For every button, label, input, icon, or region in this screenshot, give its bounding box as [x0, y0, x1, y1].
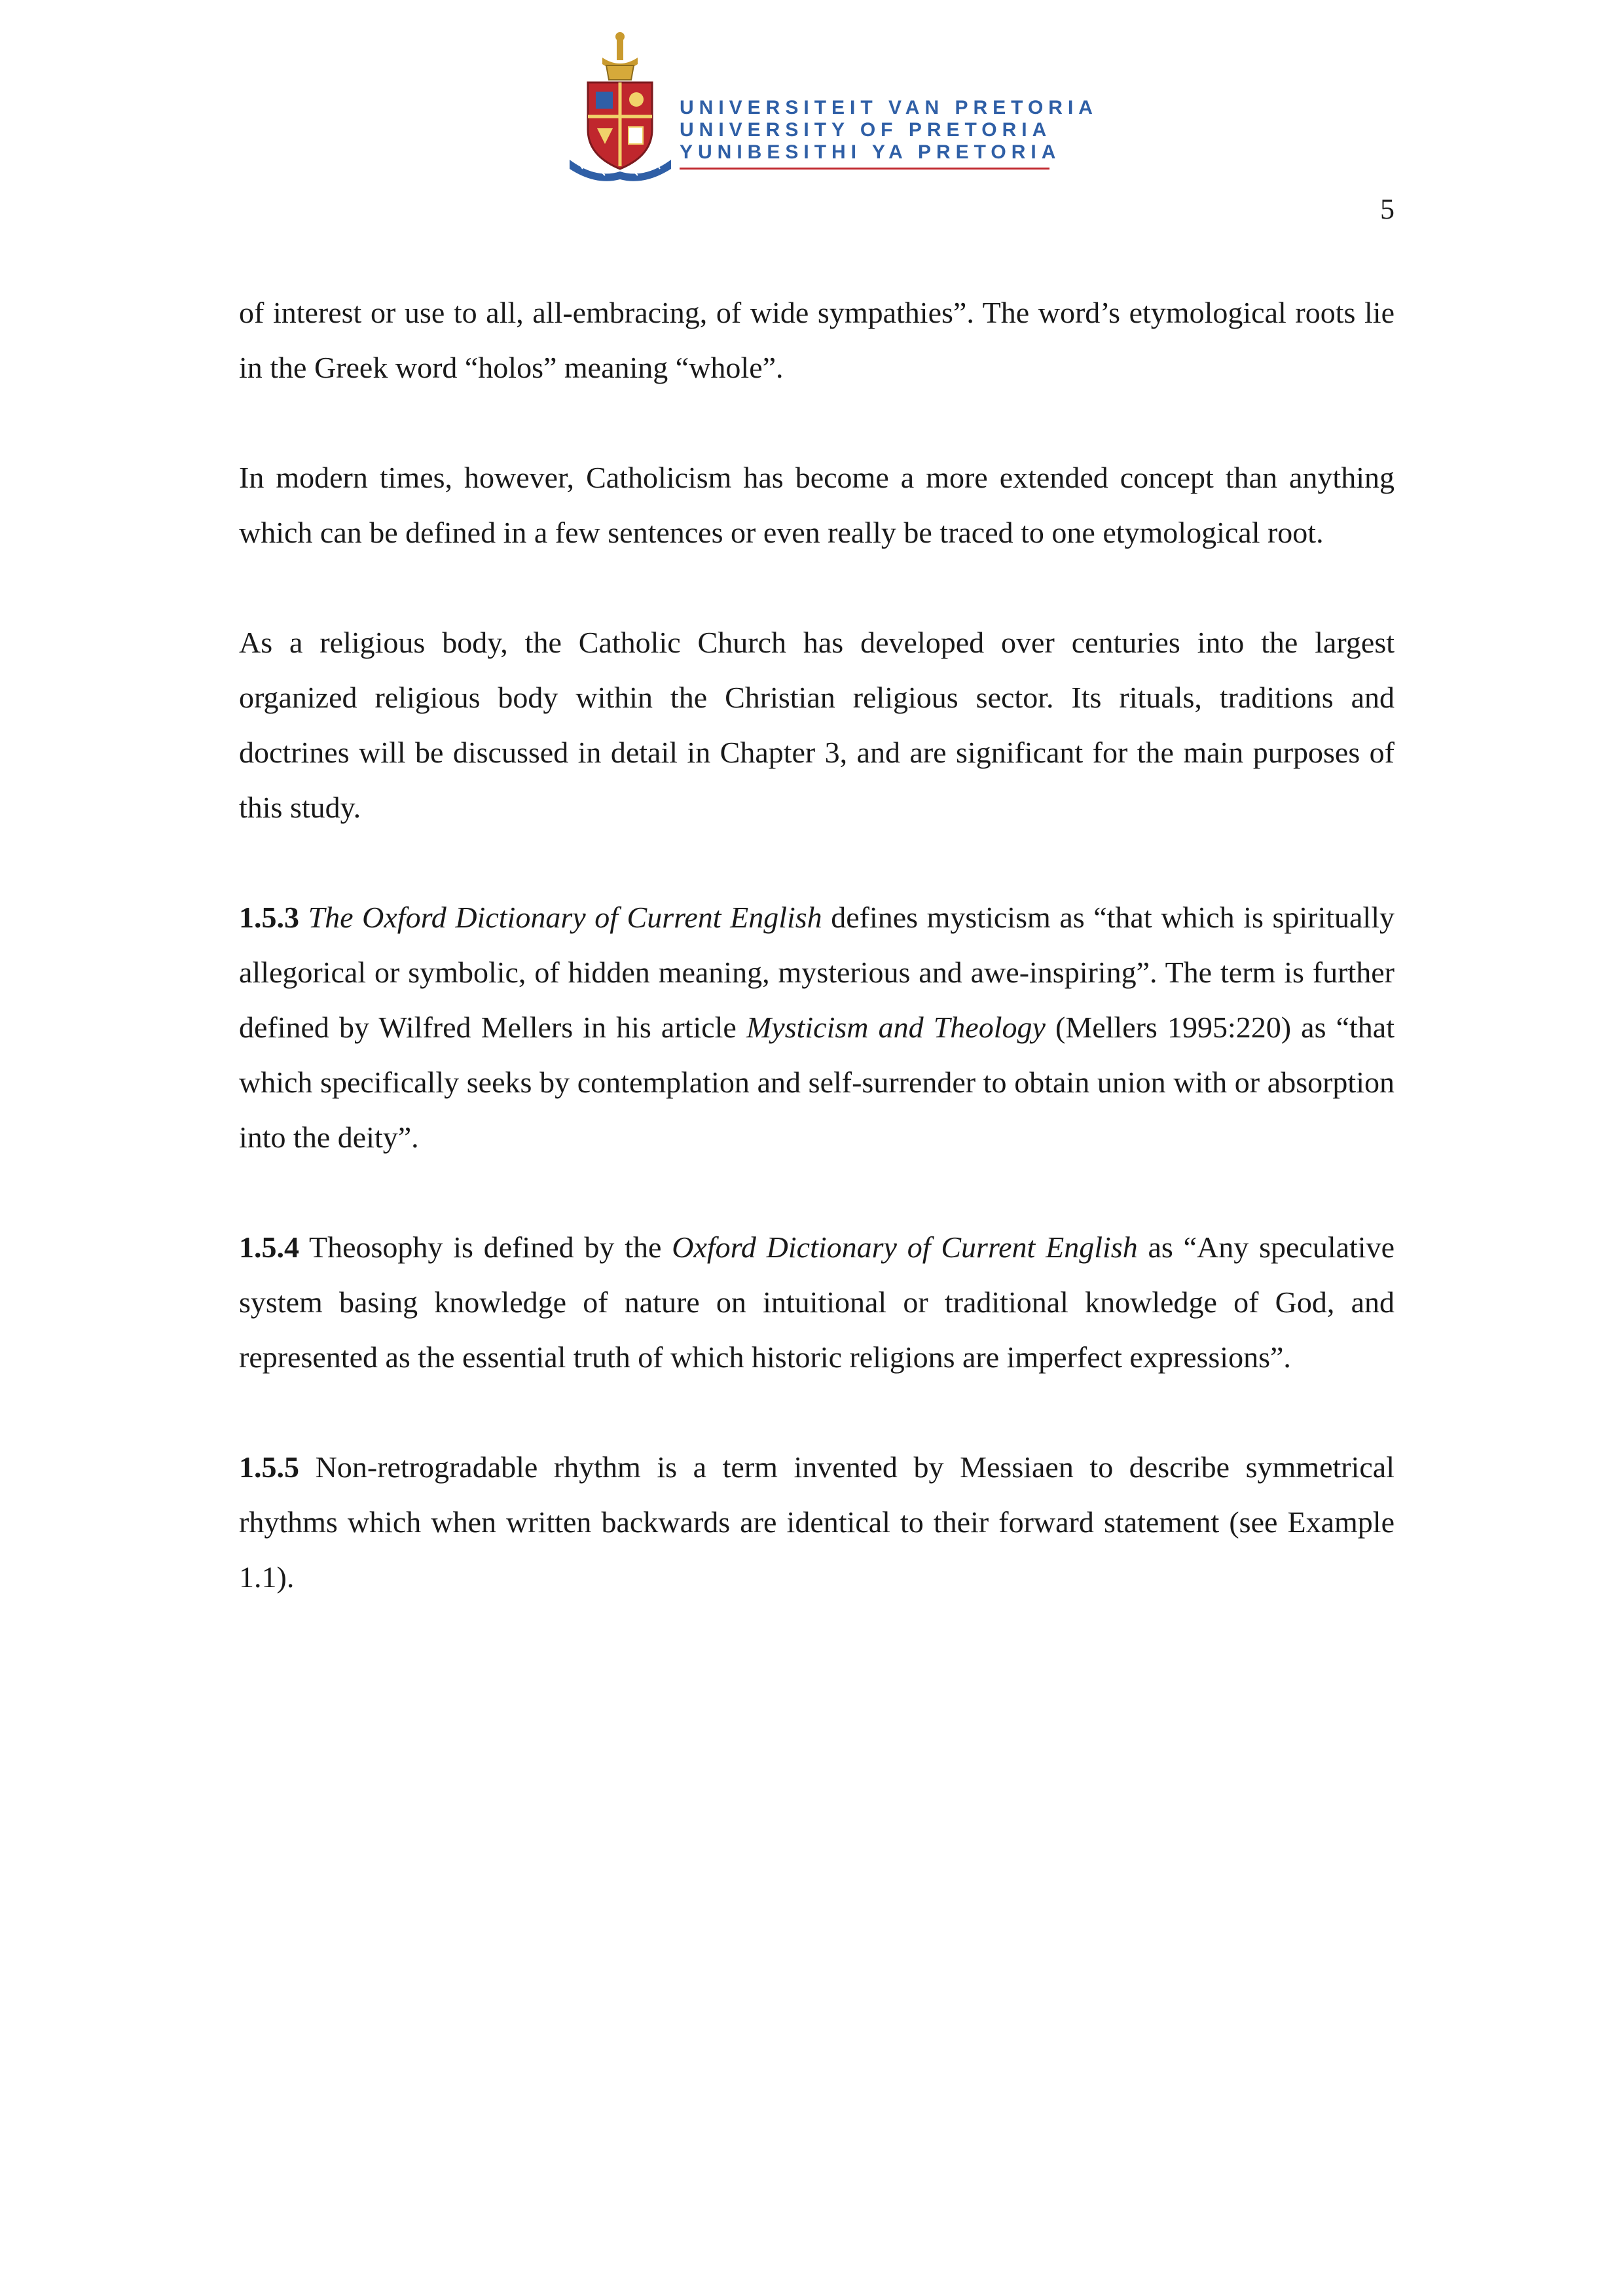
university-name-afrikaans: UNIVERSITEIT VAN PRETORIA — [680, 97, 1098, 118]
paragraph-text: In modern times, however, Catholicism has become a more extended concept than anything which can be defined in a few sentences or even really be traced to one etymological root. — [239, 461, 1395, 549]
university-name-block — [680, 97, 1098, 170]
paragraph-text: (Mellers 1995:220) as “that which specifically seeks by contemplation and self-surrender to obtain union with or absorption into the deity”. — [239, 1011, 1395, 1154]
document-body — [239, 285, 1395, 1660]
paragraph — [239, 615, 1395, 835]
page-header — [563, 31, 1098, 182]
section-1-5-3 — [239, 890, 1395, 1165]
section-1-5-4 — [239, 1220, 1395, 1385]
section-1-5-5 — [239, 1440, 1395, 1605]
section-number: 1.5.5 — [239, 1450, 299, 1484]
page-number: 5 — [1380, 193, 1395, 225]
university-crest-icon — [563, 31, 678, 182]
paragraph — [239, 450, 1395, 560]
paragraph-text: of interest or use to all, all-embracing, of wide sympathies”. The word’s etymological roots lie in the Greek word “holos” meaning “whole”. — [239, 296, 1395, 384]
paragraph — [239, 285, 1395, 395]
paragraph-text: defines mysticism as “that which is spiritually allegorical or symbolic, of hidden meaning, mysterious and awe-inspiring”. The term is further defined by Wilfred Mellers in his article — [239, 901, 1395, 1044]
paragraph-text: Theosophy is defined by the — [308, 1230, 672, 1264]
section-number: 1.5.3 — [239, 901, 299, 934]
header-rule — [680, 168, 1049, 170]
paragraph-text: as “Any speculative system basing knowledge of nature on intuitional or traditional knowledge of God, and represented as the essential truth of which historic religions are imperfect expressions”. — [239, 1230, 1395, 1374]
book-title: Oxford Dictionary of Current English — [672, 1230, 1138, 1264]
section-number: 1.5.4 — [239, 1230, 299, 1264]
article-title: Mysticism and Theology — [746, 1011, 1046, 1044]
university-name-english: UNIVERSITY OF PRETORIA — [680, 119, 1052, 141]
university-name-sepedi: YUNIBESITHI YA PRETORIA — [680, 141, 1061, 163]
paragraph-text: Non-retrogradable rhythm is a term invented by Messiaen to describe symmetrical rhythms which when written backwards are identical to their forward statement (see Example 1.1). — [239, 1450, 1395, 1594]
paragraph-text: As a religious body, the Catholic Church has developed over centuries into the largest organized religious body within the Christian religious sector. Its rituals, traditions and doctrines will be discussed in detail in Chapter 3, and are significant for the main purposes of this study. — [239, 626, 1395, 824]
book-title: The Oxford Dictionary of Current English — [308, 901, 822, 934]
